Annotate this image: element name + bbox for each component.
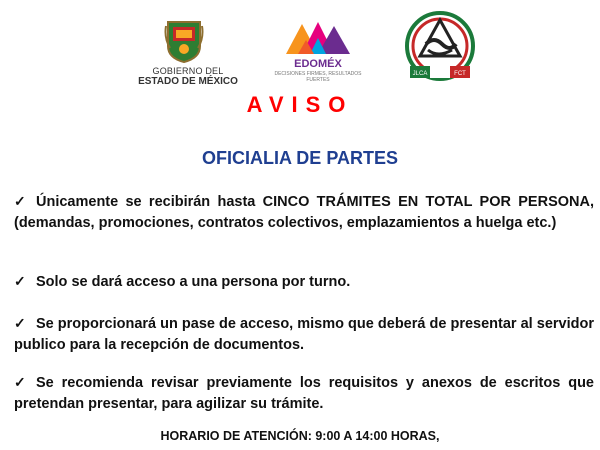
seal-left-text: JLCA xyxy=(412,71,428,77)
checkmark-icon: ✓ xyxy=(14,193,26,209)
edomex-name: EDOMÉX xyxy=(294,58,342,70)
list-item xyxy=(14,372,594,415)
checkmark-icon: ✓ xyxy=(14,374,26,390)
list-item-text: Se recomienda revisar previamente los requisitos y anexos de escritos que pretendan presentar, para agilizar su trámite. xyxy=(14,375,594,412)
list-item-text: Únicamente se recibirán hasta CINCO TRÁMITES EN TOTAL POR PERSONA, (demandas, promociones, contratos colectivos, emplazamientos a huelga etc.) xyxy=(14,194,594,231)
gobierno-line1: GOBIERNO DEL xyxy=(152,66,224,76)
list-item-text: Solo se dará acceso a una persona por turno. xyxy=(36,274,351,290)
jlca-fct-seal-icon xyxy=(398,10,482,86)
checkmark-icon: ✓ xyxy=(14,273,26,289)
coat-of-arms-icon xyxy=(164,18,204,64)
page-title: AVISO xyxy=(246,92,354,117)
list-item xyxy=(14,271,594,293)
gobierno-estado-mexico-logo xyxy=(118,18,258,87)
page-subtitle: OFICIALIA DE PARTES xyxy=(201,148,398,168)
edomex-slogan: DECISIONES FIRMES, RESULTADOS FUERTES xyxy=(274,71,362,83)
list-item xyxy=(14,191,594,234)
list-item xyxy=(14,313,594,356)
gobierno-line2: ESTADO DE MÉXICO xyxy=(138,76,238,87)
edomex-logo xyxy=(272,18,364,82)
checkmark-icon: ✓ xyxy=(14,315,26,331)
edomex-mark-icon xyxy=(284,18,352,56)
list-item-text: Se proporcionará un pase de acceso, mismo que deberá de presentar al servidor publico para la recepción de documentos. xyxy=(14,316,594,353)
seal-right-text: FCT xyxy=(454,71,466,77)
horario-text: HORARIO DE ATENCIÓN: 9:00 A 14:00 HORAS, xyxy=(160,429,440,443)
